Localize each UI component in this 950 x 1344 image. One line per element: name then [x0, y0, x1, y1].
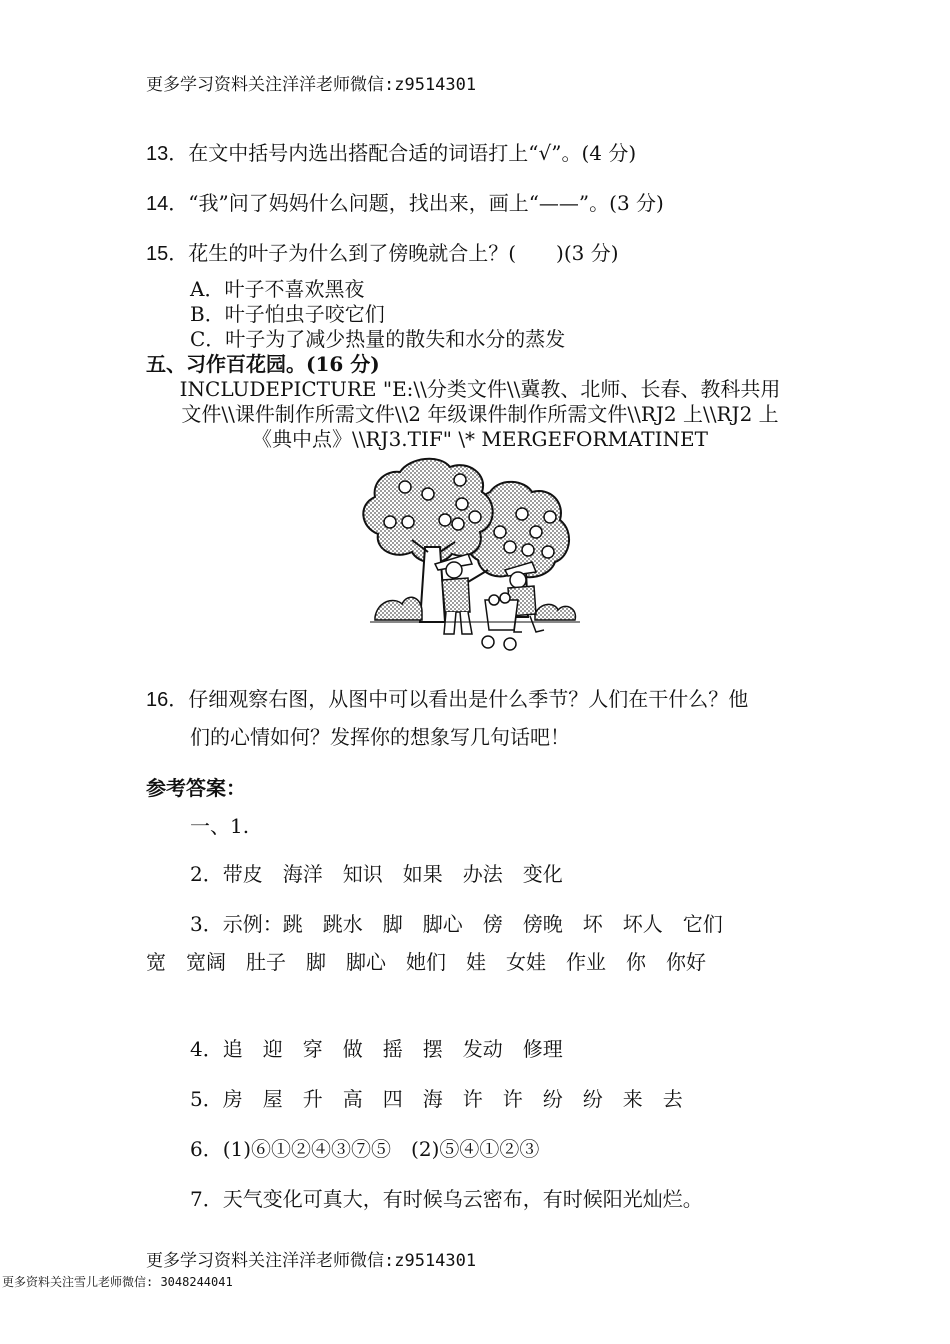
question-number: 13． [146, 143, 189, 165]
answers-title: 参考答案： [146, 776, 246, 800]
page-footer: 更多学习资料关注洋洋老师微信:z9514301 [146, 1251, 477, 1271]
question-number: 14． [146, 193, 189, 215]
question-16-cont: 们的心情如何？发挥你的想象写几句话吧！ [190, 725, 570, 749]
option-c: C．叶子为了减少热量的散失和水分的蒸发 [190, 327, 566, 351]
answer-5: 5．房 屋 升 高 四 海 许 许 纷 纷 来 去 [190, 1087, 683, 1111]
page-header: 更多学习资料关注洋洋老师微信:z9514301 [146, 75, 477, 95]
question-text: 花生的叶子为什么到了傍晚就合上？( )(3 分) [188, 241, 619, 265]
question-text: “我”问了妈妈什么问题，找出来，画上“——”。(3 分) [188, 191, 664, 215]
option-b: B．叶子怕虫子咬它们 [190, 302, 385, 326]
include-field-line: INCLUDEPICTURE "E:\\分类文件\\冀教、北师、长春、教科共用 [179, 377, 781, 401]
answer-2: 2．带皮 海洋 知识 如果 办法 变化 [190, 862, 563, 886]
section-title: 五、习作百花园。(16 分) [146, 352, 380, 376]
apple-picking-illustration [350, 452, 590, 652]
question-15 [146, 237, 619, 266]
question-16 [146, 683, 748, 712]
include-field-line: 《典中点》\\RJ3.TIF" \* MERGEFORMATINET [252, 427, 708, 451]
option-a: A．叶子不喜欢黑夜 [190, 277, 365, 301]
answer-6: 6．(1)⑥①②④③⑦⑤ (2)⑤④①②③ [190, 1137, 540, 1161]
question-text: 在文中括号内选出搭配合适的词语打上“√”。(4 分) [188, 141, 637, 165]
include-field-line: 文件\\课件制作所需文件\\2 年级课件制作所需文件\\RJ2 上\\RJ2 上 [181, 402, 779, 426]
bottom-note: 更多资料关注雪儿老师微信: 3048244041 [2, 1275, 233, 1289]
question-number: 15． [146, 243, 189, 265]
answer-7: 7．天气变化可真大，有时候乌云密布，有时候阳光灿烂。 [190, 1187, 703, 1211]
question-14 [146, 187, 664, 216]
answer-4: 4．追 迎 穿 做 摇 摆 发动 修理 [190, 1037, 563, 1061]
answer-3-cont: 宽 宽阔 肚子 脚 脚心 她们 娃 女娃 作业 你 你好 [146, 950, 706, 974]
answer-3: 3．示例：跳 跳水 脚 脚心 傍 傍晚 坏 坏人 它们 [190, 912, 723, 936]
question-number: 16． [146, 689, 189, 711]
answer-1: 一、1. [190, 814, 250, 838]
question-text: 仔细观察右图，从图中可以看出是什么季节？人们在干什么？他 [188, 687, 749, 711]
question-13 [146, 137, 636, 166]
